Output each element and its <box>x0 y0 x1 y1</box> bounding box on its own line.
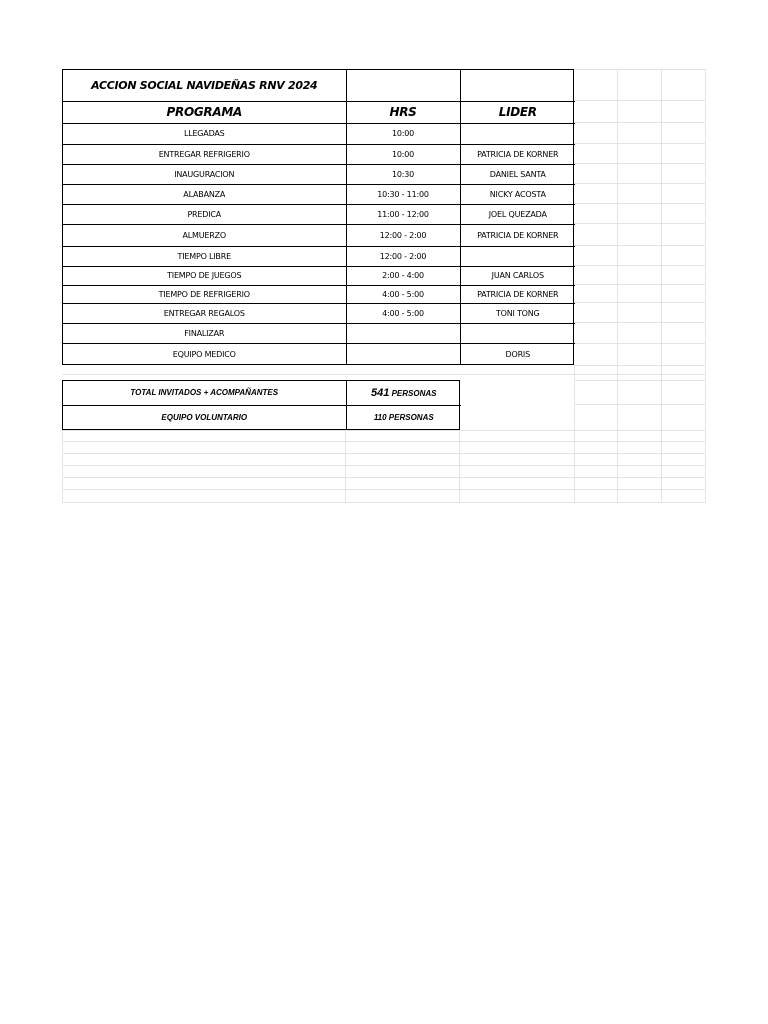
cell-hrs: 12:00 - 2:00 <box>346 246 460 266</box>
gridline <box>574 100 705 101</box>
gridline <box>62 430 705 431</box>
cell-programa: LLEGADAS <box>63 123 346 144</box>
cell-programa: TIEMPO LIBRE <box>63 246 346 266</box>
cell-programa: INAUGURACION <box>63 164 346 184</box>
gridline <box>574 203 705 204</box>
gridline <box>574 284 705 285</box>
invitados-value <box>346 381 461 405</box>
gridline <box>574 265 705 266</box>
cell-lider <box>460 246 575 266</box>
cell-programa: TIEMPO DE JUEGOS <box>63 266 346 285</box>
schedule-row <box>63 303 575 323</box>
cell-hrs: 2:00 - 4:00 <box>346 266 460 285</box>
cell-lider: JOEL QUEZADA <box>460 204 575 224</box>
cell-hrs <box>346 343 460 365</box>
voluntario-value: 110 PERSONAS <box>346 405 461 430</box>
gridline <box>62 489 705 490</box>
schedule-row <box>63 123 575 144</box>
cell-lider <box>460 323 575 343</box>
cell-programa: ENTREGAR REGALOS <box>63 303 346 323</box>
cell-hrs: 4:00 - 5:00 <box>346 303 460 323</box>
schedule-row <box>63 246 575 266</box>
gridline <box>574 343 705 344</box>
schedule-row <box>63 285 575 303</box>
gridline <box>62 502 705 503</box>
schedule-row <box>63 164 575 184</box>
cell-lider: JUAN CARLOS <box>460 266 575 285</box>
cell-lider <box>460 123 575 144</box>
cell-programa: ENTREGAR REFRIGERIO <box>63 144 346 164</box>
header-row <box>63 101 575 123</box>
gridline <box>574 365 575 503</box>
totals-row-invitados <box>63 381 461 405</box>
gridline <box>574 245 705 246</box>
cell-lider: DANIEL SANTA <box>460 164 575 184</box>
title-blank-cell <box>460 70 575 101</box>
voluntario-label: EQUIPO VOLUNTARIO <box>63 405 346 430</box>
header-programa: PROGRAMA <box>63 101 346 123</box>
gridline <box>574 69 705 70</box>
gridline <box>574 183 705 184</box>
gridline <box>705 69 706 503</box>
cell-hrs <box>346 323 460 343</box>
header-lider: LIDER <box>460 101 575 123</box>
cell-hrs: 12:00 - 2:00 <box>346 224 460 246</box>
cell-programa: EQUIPO MEDICO <box>63 343 346 365</box>
gridline <box>62 465 705 466</box>
cell-hrs: 11:00 - 12:00 <box>346 204 460 224</box>
schedule-row <box>63 266 575 285</box>
cell-hrs: 10:00 <box>346 123 460 144</box>
gridline <box>574 380 705 381</box>
gridline <box>62 374 705 375</box>
cell-lider: NICKY ACOSTA <box>460 184 575 204</box>
gridline <box>617 69 618 503</box>
gridline <box>574 122 705 123</box>
cell-hrs: 10:00 <box>346 144 460 164</box>
invitados-count: 541 <box>371 386 390 399</box>
gridline <box>62 453 705 454</box>
cell-lider: DORIS <box>460 343 575 365</box>
cell-lider: PATRICIA DE KORNER <box>460 285 575 303</box>
cell-hrs: 10:30 <box>346 164 460 184</box>
gridline <box>574 223 705 224</box>
gridline <box>574 322 705 323</box>
gridline <box>574 365 705 366</box>
header-hrs: HRS <box>346 101 460 123</box>
gridline <box>574 302 705 303</box>
invitados-unit: PERSONAS <box>391 388 437 398</box>
totals-row-voluntario <box>63 405 461 430</box>
gridline <box>62 477 705 478</box>
cell-hrs: 4:00 - 5:00 <box>346 285 460 303</box>
totals-table <box>62 380 460 430</box>
cell-hrs: 10:30 - 11:00 <box>346 184 460 204</box>
schedule-table <box>62 69 574 365</box>
schedule-title: ACCION SOCIAL NAVIDEÑAS RNV 2024 <box>63 70 346 101</box>
schedule-row <box>63 343 575 365</box>
cell-programa: FINALIZAR <box>63 323 346 343</box>
invitados-label: TOTAL INVITADOS + ACOMPAÑANTES <box>63 381 346 405</box>
gridline <box>574 143 705 144</box>
schedule-row <box>63 323 575 343</box>
cell-lider: PATRICIA DE KORNER <box>460 224 575 246</box>
cell-programa: PREDICA <box>63 204 346 224</box>
cell-programa: ALABANZA <box>63 184 346 204</box>
schedule-row <box>63 144 575 164</box>
schedule-row <box>63 184 575 204</box>
schedule-row <box>63 204 575 224</box>
gridline <box>574 404 705 405</box>
gridline <box>661 69 662 503</box>
cell-programa: TIEMPO DE REFRIGERIO <box>63 285 346 303</box>
cell-programa: ALMUERZO <box>63 224 346 246</box>
gridline <box>574 163 705 164</box>
title-blank-cell <box>346 70 460 101</box>
cell-lider: PATRICIA DE KORNER <box>460 144 575 164</box>
cell-lider: TONI TONG <box>460 303 575 323</box>
title-row <box>63 70 575 101</box>
schedule-row <box>63 224 575 246</box>
gridline <box>62 441 705 442</box>
